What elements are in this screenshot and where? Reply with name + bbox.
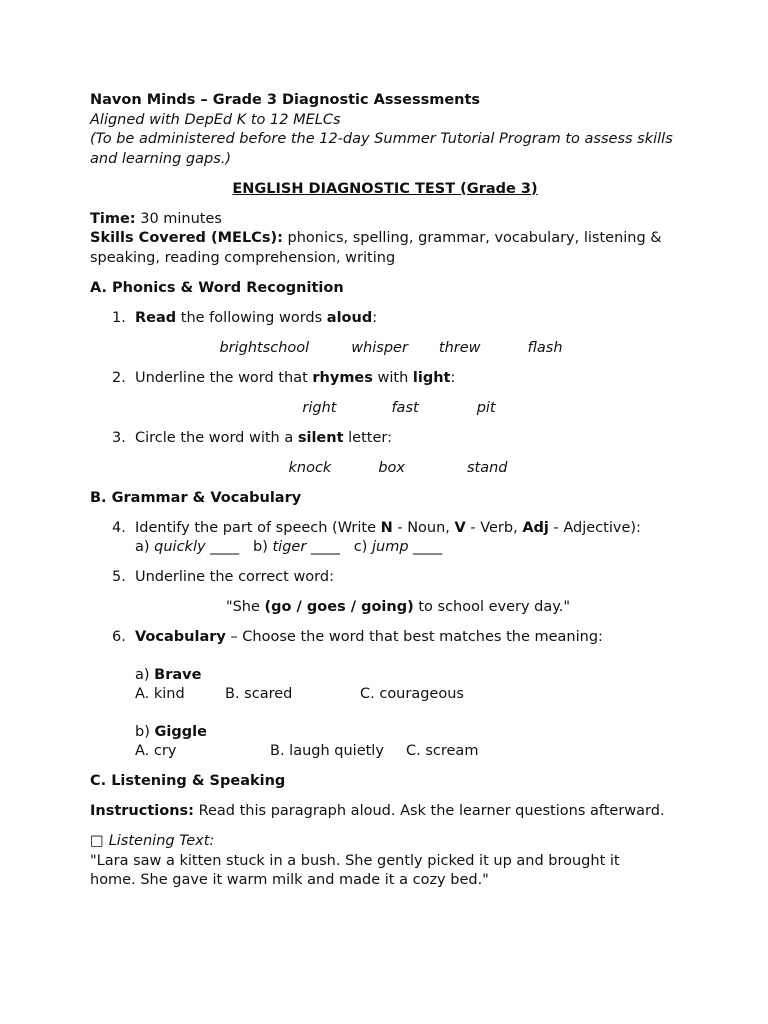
section-a-heading: A. Phonics & Word Recognition xyxy=(90,279,344,296)
question-5 xyxy=(90,568,680,588)
word-item: stand xyxy=(466,459,508,476)
section-b-heading: B. Grammar & Vocabulary xyxy=(90,489,302,506)
q5-sentence-start: "She xyxy=(225,599,265,615)
q4-c-blank[interactable]: ____ xyxy=(408,539,443,555)
word-item: threw xyxy=(438,339,481,356)
option-item[interactable]: B. scared xyxy=(225,686,293,702)
option-item[interactable]: B. laugh quietly xyxy=(270,743,384,759)
q6-b-label: b) xyxy=(135,723,155,740)
q4-noun-code: N xyxy=(380,519,393,536)
q6-b-word: Giggle xyxy=(154,723,207,740)
q2-text-with: with xyxy=(372,369,413,386)
option-item[interactable]: C. scream xyxy=(406,743,479,759)
skills-label: Skills Covered (MELCs): xyxy=(90,230,283,246)
q6-text: – Choose the word that best matches the meaning: xyxy=(225,629,603,645)
listening-label: Listening Text: xyxy=(108,833,215,849)
q4-text-verb: - Verb, xyxy=(465,519,523,536)
question-number: 3. xyxy=(112,429,126,446)
option-item[interactable]: A. kind xyxy=(135,686,185,702)
speaker-icon: □ xyxy=(90,833,104,849)
q4-b-word: tiger xyxy=(272,539,307,555)
q5-text: Underline the correct word: xyxy=(135,569,334,585)
instructions xyxy=(90,802,680,822)
doc-aligned-line: Aligned with DepEd K to 12 MELCs xyxy=(90,111,341,128)
q4-c-label: c) xyxy=(353,539,372,555)
q4-c-word: jump xyxy=(371,539,409,555)
q4-a-word: quickly xyxy=(154,539,206,555)
q4-answer-line xyxy=(135,538,680,558)
q4-a-label: a) xyxy=(135,539,155,555)
question-number: 4. xyxy=(112,519,126,536)
instructions-text: Read this paragraph aloud. Ask the learner questions afterward. xyxy=(193,803,665,819)
q6-text-bold-vocabulary: Vocabulary xyxy=(135,629,226,645)
q6-part-b xyxy=(90,723,680,762)
q5-sentence-end: to school every day." xyxy=(413,599,571,615)
skills-line xyxy=(90,229,680,268)
q6-part-a xyxy=(90,666,680,705)
question-number: 5. xyxy=(112,569,126,585)
word-item: knock xyxy=(288,459,332,476)
question-1 xyxy=(90,309,680,329)
document-page xyxy=(90,91,680,891)
q4-prompt xyxy=(135,519,680,539)
q4-a-blank[interactable]: ____ xyxy=(205,539,253,555)
q6-b-prompt xyxy=(135,723,680,743)
doc-title: Navon Minds – Grade 3 Diagnostic Assessments xyxy=(90,92,481,108)
q5-sentence xyxy=(90,598,680,618)
time-line xyxy=(90,210,680,230)
q1-text: the following words xyxy=(176,309,327,326)
word-item: box xyxy=(378,459,405,476)
q6-a-prompt xyxy=(135,666,680,686)
q4-b-label: b) xyxy=(253,539,273,555)
q2-text-colon: : xyxy=(450,369,456,386)
q4-text: Identify the part of speech (Write xyxy=(135,519,381,536)
q4-text-noun: - Noun, xyxy=(392,519,455,536)
q2-text: Underline the word that xyxy=(135,369,313,386)
skills-value: phonics, spelling, grammar, vocabulary, listening & speaking, reading comprehension, writing xyxy=(90,230,662,266)
listening-passage: "Lara saw a kitten stuck in a bush. She gently picked it up and brought it home. She gave it warm milk and made it a cozy bed." xyxy=(90,852,620,888)
q4-b-blank[interactable]: ____ xyxy=(306,539,354,555)
q3-text-bold-silent: silent xyxy=(297,429,344,446)
word-item: pit xyxy=(476,399,496,416)
q4-adj-code: Adj xyxy=(522,519,549,536)
question-number: 6. xyxy=(112,629,126,645)
question-4 xyxy=(90,519,680,558)
word-item: fast xyxy=(391,399,419,416)
q1-word-list xyxy=(90,339,680,359)
q5-choices: (go / goes / going) xyxy=(264,599,414,615)
q6-a-word: Brave xyxy=(154,666,202,683)
question-2 xyxy=(90,369,680,389)
option-item[interactable]: A. cry xyxy=(135,743,177,759)
q1-text-bold-read: Read xyxy=(135,309,177,326)
q2-text-bold-rhymes: rhymes xyxy=(312,369,373,386)
word-item: whisper xyxy=(351,339,408,356)
instructions-label: Instructions: xyxy=(90,803,194,819)
q6-a-options xyxy=(135,685,680,705)
q3-word-list xyxy=(90,459,680,479)
q6-a-label: a) xyxy=(135,666,155,683)
question-3 xyxy=(90,429,680,449)
listening-text-heading xyxy=(90,832,680,852)
question-number: 2. xyxy=(112,369,126,386)
q6-b-options xyxy=(135,742,680,762)
q3-text-end: letter: xyxy=(343,429,392,446)
q2-word-list xyxy=(90,399,680,419)
test-title: ENGLISH DIAGNOSTIC TEST (Grade 3) xyxy=(232,180,538,197)
time-value: 30 minutes xyxy=(135,210,222,227)
question-6 xyxy=(90,628,680,648)
q4-text-adj: - Adjective): xyxy=(548,519,641,536)
question-number: 1. xyxy=(112,309,126,326)
word-item: right xyxy=(302,399,337,416)
q1-text-bold-aloud: aloud xyxy=(326,309,373,326)
word-item: brightschool xyxy=(219,339,310,356)
time-label: Time: xyxy=(90,210,136,227)
doc-note: (To be administered before the 12-day Summer Tutorial Program to assess skills and learning gaps.) xyxy=(90,131,673,167)
q2-text-bold-light: light xyxy=(412,369,451,386)
option-item[interactable]: C. courageous xyxy=(360,686,464,702)
section-c-heading: C. Listening & Speaking xyxy=(90,773,286,789)
q1-text-colon: : xyxy=(372,309,378,326)
word-item: flash xyxy=(527,339,563,356)
q3-text: Circle the word with a xyxy=(135,429,298,446)
q4-verb-code: V xyxy=(454,519,466,536)
